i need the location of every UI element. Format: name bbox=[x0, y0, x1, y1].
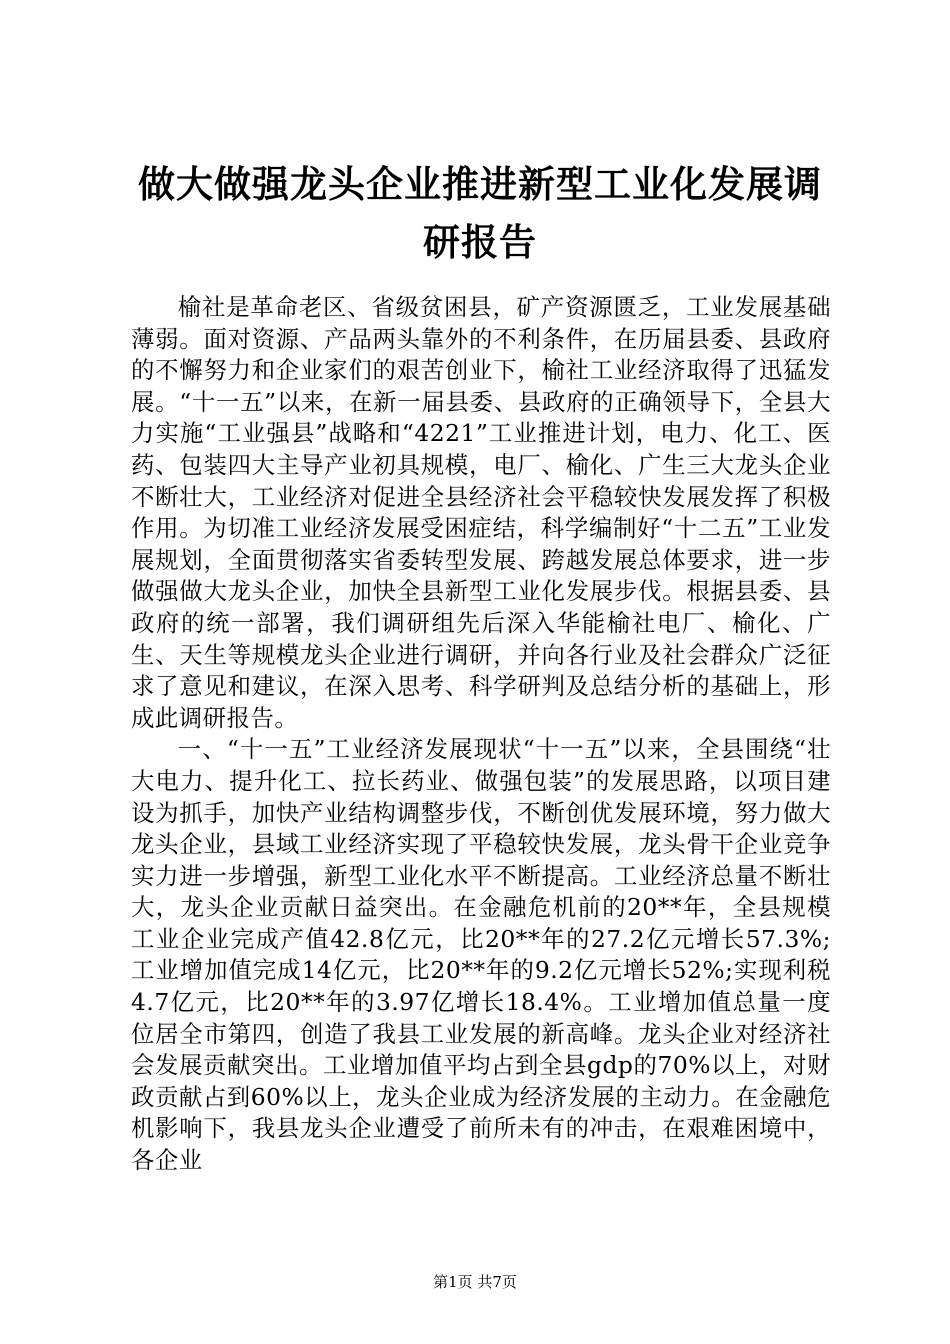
paragraph-section-one: 一、“十一五”工业经济发展现状“十一五”以来，全县围绕“壮大电力、提升化工、拉长药业、做强包装”的发展思路，以项目建设为抓手，加快产业结构调整步伐，不断创优发展环境，努力做大龙头企业，县域工业经济实现了平稳较快发展，龙头骨干企业竞争实力进一步增强，新型工业化水平不断提高。工业经济总量不断壮大，龙头企业贡献日益突出。在金融危机前的20**年，全县规模工业企业完成产值42.8亿元，比20**年的27.2亿元增长57.3%;工业增加值完成14亿元，比20**年的9.2亿元增长52%;实现利税4.7亿元，比20**年的3.97亿增长18.4%。工业增加值总量一度位居全市第四，创造了我县工业发展的新高峰。龙头企业对经济社会发展贡献突出。工业增加值平均占到全县gdp的70%以上，对财政贡献占到60%以上，龙头企业成为经济发展的主动力。在金融危机影响下，我县龙头企业遭受了前所未有的冲击，在艰难困境中，各企业 bbox=[131, 735, 831, 1175]
page-number-footer: 第1页 共7页 bbox=[433, 1273, 517, 1291]
paragraph-intro: 榆社是革命老区、省级贫困县，矿产资源匮乏，工业发展基础薄弱。面对资源、产品两头靠外的不利条件，在历届县委、县政府的不懈努力和企业家们的艰苦创业下，榆社工业经济取得了迅猛发展。“十一五”以来，在新一届县委、县政府的正确领导下，全县大力实施“工业强县”战略和“4221”工业推进计划，电力、化工、医药、包装四大主导产业初具规模，电厂、榆化、广生三大龙头企业不断壮大，工业经济对促进全县经济社会平稳较快发展发挥了积极作用。为切准工业经济发展受困症结，科学编制好“十二五”工业发展规划，全面贯彻落实省委转型发展、跨越发展总体要求，进一步做强做大龙头企业，加快全县新型工业化发展步伐。根据县委、县政府的统一部署，我们调研组先后深入华能榆社电厂、榆化、广生、天生等规模龙头企业进行调研，并向各行业及社会群众广泛征求了意见和建议，在深入思考、科学研判及总结分析的基础上，形成此调研报告。 bbox=[131, 293, 831, 732]
document-title: 做大做强龙头企业推进新型工业化发展调研报告 bbox=[138, 163, 822, 264]
document-body bbox=[131, 292, 831, 1177]
